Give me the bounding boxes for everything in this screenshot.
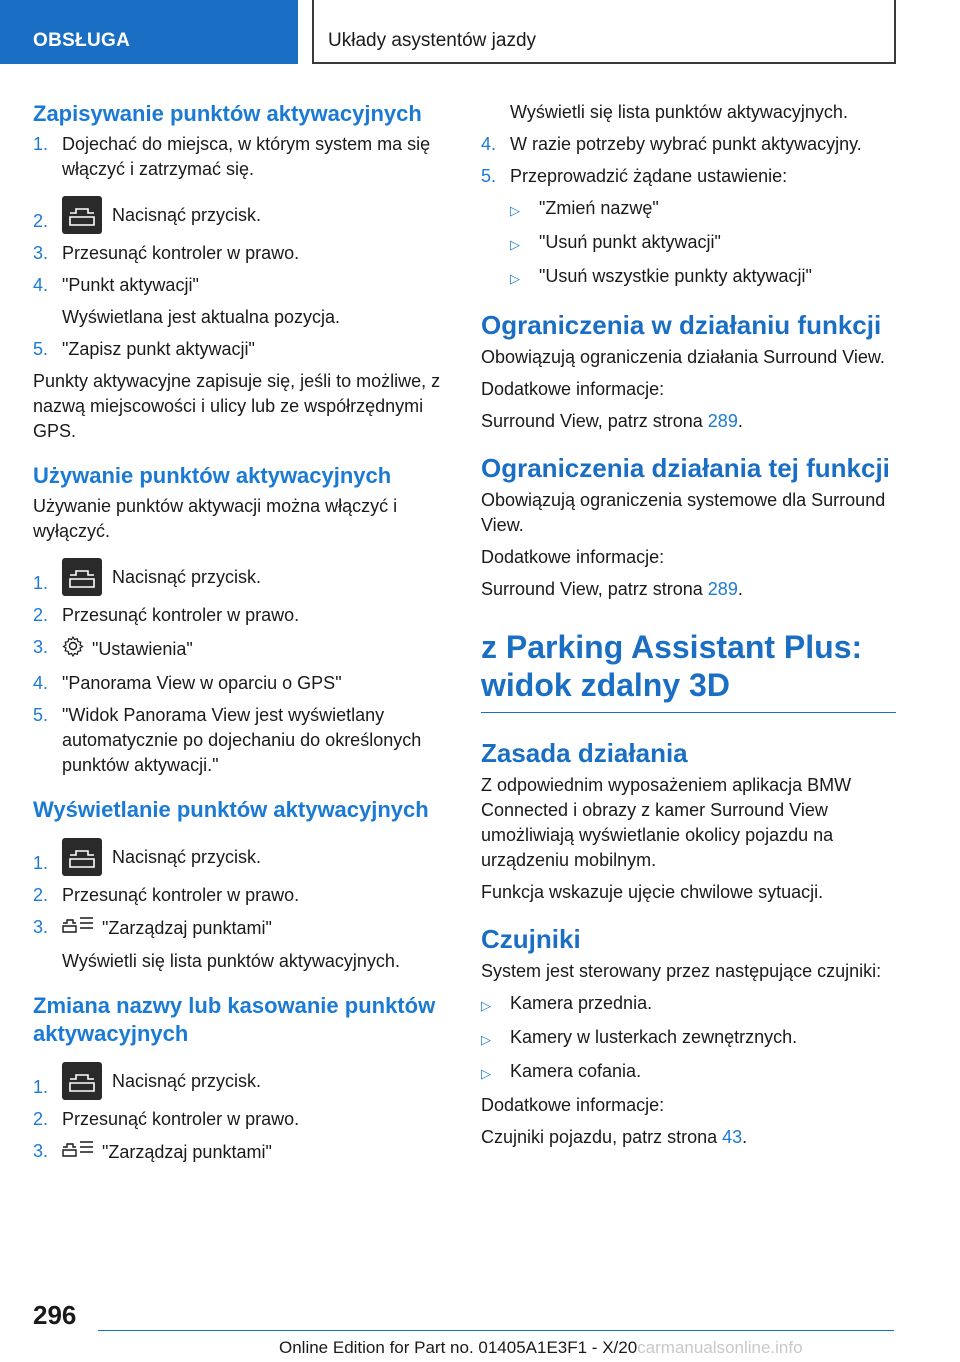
camera-button-icon — [62, 838, 102, 876]
paragraph: Obowiązują ograniczenia systemowe dla Surround View. — [481, 490, 886, 535]
list-item: ▷ Kamery w lusterkach zewnętrznych. — [481, 1025, 896, 1052]
list-item: ▷ "Usuń punkt aktywacji" — [481, 230, 896, 257]
cross-reference: Surround View, patrz strona 289. — [481, 579, 743, 599]
heading-use-points: Używanie punktów aktywacyjnych — [33, 463, 392, 488]
list-item: ▷ "Usuń wszystkie punkty aktywacji" — [481, 264, 896, 291]
section-title: OBSŁUGA — [33, 30, 131, 51]
manage-points-icon — [62, 915, 94, 942]
right-column — [481, 100, 896, 1157]
list-item: 1. Nacisnąć przycisk. — [33, 838, 448, 876]
manage-points-icon — [62, 1139, 94, 1166]
list-item: 1. Nacisnąć przycisk. — [33, 558, 448, 596]
heading-limits-function: Ograniczenia w działaniu funkcji — [481, 310, 882, 340]
gear-icon — [62, 635, 84, 664]
list-item: 4. W razie potrzeby wybrać punkt aktywacyjny. — [481, 134, 862, 154]
list-item: ▷ "Zmień nazwę" — [481, 196, 896, 223]
page-number: 296 — [33, 1300, 77, 1330]
list-item: 4. "Punkt aktywacji" — [33, 275, 199, 295]
section-tab — [0, 0, 298, 64]
list-item: 3. "Zarządzaj punktami" — [33, 1139, 448, 1166]
list-item: 1. Nacisnąć przycisk. — [33, 1062, 448, 1100]
step-note: Wyświetli się lista punktów aktywacyjnych. — [510, 102, 848, 122]
list-item: ▷ Kamera cofania. — [481, 1059, 896, 1086]
paragraph: Dodatkowe informacje: — [481, 379, 665, 399]
list-item: 2. Przesunąć kontroler w prawo. — [33, 1109, 300, 1129]
list-item: 4. "Panorama View w oparciu o GPS" — [33, 673, 342, 693]
list-item: ▷ Kamera przednia. — [481, 991, 896, 1018]
paragraph: Z odpowiednim wyposażeniem aplikacja BMW Connected i obrazy z kamer Surround View umożliwiają wyświetlanie okolicy pojazdu na urządzeniu mobilnym. — [481, 775, 852, 870]
camera-button-icon — [62, 196, 102, 234]
heading-sensors: Czujniki — [481, 924, 581, 954]
footer-divider — [98, 1330, 894, 1331]
page-link[interactable]: 289 — [707, 411, 738, 431]
list-item: 1. Dojechać do miejsca, w którym system ma się włączyć i zatrzymać się. — [33, 134, 431, 179]
list-item: 3. "Ustawienia" — [33, 635, 448, 664]
chapter-title: Układy asystentów jazdy — [328, 30, 537, 51]
triangle-bullet-icon: ▷ — [510, 203, 520, 218]
list-item: 5. "Widok Panorama View jest wyświetlany automatycznie po dojechaniu do określonych punktów aktywacji." — [33, 705, 422, 775]
list-item: 3. Przesunąć kontroler w prawo. — [33, 243, 300, 263]
triangle-bullet-icon: ▷ — [510, 237, 520, 252]
list-item: 2. Przesunąć kontroler w prawo. — [33, 605, 300, 625]
heading-limits-system: Ograniczenia działania tej funkcji — [481, 453, 890, 483]
chapter-heading-parking-assistant: z Parking Assistant Plus: widok zdalny 3D — [481, 628, 896, 713]
paragraph: Dodatkowe informacje: — [481, 1095, 665, 1115]
chapter-tab — [312, 0, 896, 64]
paragraph: Obowiązują ograniczenia działania Surround View. — [481, 347, 885, 367]
page-link[interactable]: 289 — [707, 579, 738, 599]
camera-button-icon — [62, 558, 102, 596]
heading-principle: Zasada działania — [481, 738, 688, 768]
paragraph: Punkty aktywacyjne zapisuje się, jeśli to możliwe, z nazwą miejscowości i ulicy lub ze współrzędnymi GPS. — [33, 371, 441, 441]
triangle-bullet-icon: ▷ — [481, 1066, 491, 1081]
footer-edition: Online Edition for Part no. 01405A1E3F1 - X/20carmanualsonline.info — [279, 1338, 803, 1357]
triangle-bullet-icon: ▷ — [510, 271, 520, 286]
camera-button-icon — [62, 1062, 102, 1100]
step-note: Wyświetlana jest aktualna pozycja. — [62, 307, 340, 327]
cross-reference: Surround View, patrz strona 289. — [481, 411, 743, 431]
list-item: 2. Przesunąć kontroler w prawo. — [33, 885, 300, 905]
list-item: 5. "Zapisz punkt aktywacji" — [33, 339, 255, 359]
page-link[interactable]: 43 — [722, 1127, 743, 1147]
triangle-bullet-icon: ▷ — [481, 998, 491, 1013]
list-item: 5. Przeprowadzić żądane ustawienie: — [481, 166, 788, 186]
paragraph: Dodatkowe informacje: — [481, 547, 665, 567]
paragraph: Używanie punktów aktywacji można włączyć i wyłączyć. — [33, 496, 398, 541]
step-note: Wyświetli się lista punktów aktywacyjnych. — [62, 951, 400, 971]
list-item: 2. Nacisnąć przycisk. — [33, 196, 448, 234]
left-column — [33, 100, 448, 1173]
triangle-bullet-icon: ▷ — [481, 1032, 491, 1047]
heading-show-points: Wyświetlanie punktów aktywacyjnych — [33, 797, 429, 822]
paragraph: System jest sterowany przez następujące czujniki: — [481, 961, 882, 981]
heading-save-points: Zapisywanie punktów aktywacyjnych — [33, 101, 422, 126]
watermark: carmanualsonline.info — [637, 1338, 803, 1357]
cross-reference: Czujniki pojazdu, patrz strona 43. — [481, 1127, 748, 1147]
paragraph: Funkcja wskazuje ujęcie chwilowe sytuacji. — [481, 882, 824, 902]
heading-rename-points: Zmiana nazwy lub kasowanie punktów aktywacyjnych — [33, 993, 436, 1046]
list-item: 3. "Zarządzaj punktami" — [33, 915, 448, 942]
